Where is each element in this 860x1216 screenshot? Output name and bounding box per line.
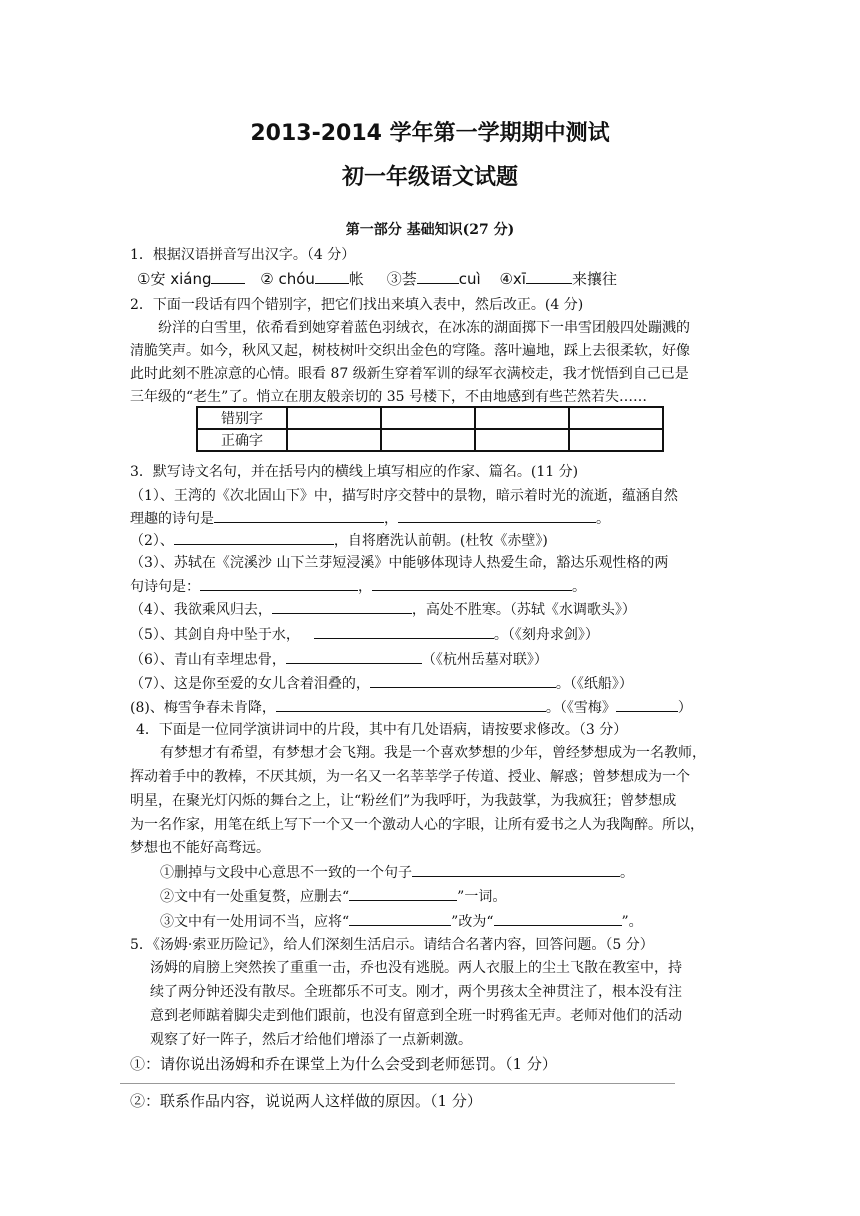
answer-blank[interactable] [372,576,572,591]
answer-blank[interactable] [412,862,620,877]
row-header-wrong: 错别字 [197,407,287,429]
q1-item-3b: cuì [458,270,481,288]
q5-stem: 5．《汤姆·索亚历险记》，给人们深刻生活启示。请结合名著内容，回答问题。（5 分） [130,937,654,953]
q4-stem: 4．下面是一位同学演讲词中的片段，其中有几处语病，请按要求修改。（3 分） [136,722,628,738]
q2-stem: 2．下面一段话有四个错别字，把它们找出来填入表中，然后改正。(4 分) [130,297,584,313]
q1-item-2: ② chóu [260,270,315,288]
q5-para-line: 汤姆的肩膀上突然挨了重重一击，乔也没有逃脱。两人衣服上的尘土飞散在教室中，持 [150,960,682,976]
q2-para-line: 此时此刻不胜凉意的心情。眼看 87 级新生穿着军训的绿军衣满校走，我才恍悟到自己已是 [130,366,689,382]
q3-l8-text: (8)、梅雪争春未肯降， [130,700,276,716]
answer-cell[interactable] [569,429,663,451]
q3-l3b-text: 句诗句是： [130,579,200,595]
answer-blank[interactable] [200,576,358,591]
answer-blank[interactable] [349,911,451,926]
q3-l6-text: （6）、青山有幸埋忠骨， [130,652,286,668]
q5-para-line: 意到老师踮着脚尖走到他们跟前，也没有留意到全班一时鸦雀无声。老师对他们的活动 [150,1008,682,1024]
answer-cell[interactable] [381,429,475,451]
q3-line4 [130,599,636,620]
q3-line3b: 句诗句是： ， 。 [130,576,586,597]
q1-stem: 1．根据汉语拼音写出汉字。（4 分） [130,247,356,263]
answer-blank[interactable] [276,697,546,712]
correction-table [196,406,664,452]
answer-blank[interactable] [315,269,349,284]
answer-blank[interactable] [211,269,245,284]
answer-blank[interactable] [417,269,459,284]
q3-l7-text: （7）、这是你至爱的女儿含着泪叠的， [130,676,370,692]
q3-l5-text: （5）、其剑自舟中坠于水， [130,627,300,643]
q5-para-line: 观察了好一阵子，然后才给他们增添了一点新刺激。 [150,1032,472,1048]
answer-blank[interactable] [286,649,422,664]
q3-line1b: 理趣的诗句是 ， 。 [130,508,610,529]
period: 。 [572,579,586,595]
q1-item-3: ③荟 [386,270,417,288]
exam-title: 2013-2014 学年第一学期期中测试 [250,121,610,146]
answer-blank[interactable] [174,530,334,545]
q3-l8c-text: ） [677,700,692,716]
q4-s2-end: ”一词。 [457,889,507,905]
q4-s2-text: ②文中有一处重复赘，应删去“ [160,889,350,905]
q5-sub1: ①：请你说出汤姆和乔在课堂上为什么会受到老师惩罚。（1 分） [130,1055,557,1073]
answer-cell[interactable] [569,407,663,429]
answer-blank[interactable] [314,624,494,639]
q4-s3-text: ③文中有一处用词不当，应将“ [160,914,350,930]
answer-cell[interactable] [475,429,569,451]
q4-para-line: 明星，在聚光灯闪烁的舞台之上，让“粉丝们”为我呼吁，为我鼓掌，为我疯狂；曾梦想成 [130,793,677,809]
answer-blank[interactable] [616,697,678,712]
q3-l2-text: （2）、 [130,533,174,549]
answer-blank[interactable] [272,599,412,614]
q4-para-line: 挥动着手中的教棒，不厌其烦，为一名又一名莘莘学子传道、授业、解惑；曾梦想成为一个 [130,769,690,785]
q4-para-line: 为一名作家，用笔在纸上写下一个又一个激动人心的字眼，让所有爱书之人为我陶醉。所以， [130,817,704,833]
exam-subtitle: 初一年级语文试题 [341,165,518,190]
row-header-correct: 正确字 [197,429,287,451]
q1-item-4b: 来攘往 [571,270,617,288]
period: 。 [620,865,634,881]
answer-blank[interactable] [526,269,572,284]
q3-line3a: （3）、苏轼在《浣溪沙 山下兰芽短浸溪》中能够体现诗人热爱生命，豁达乐观性格的两 [130,555,669,571]
q3-line1a: （1）、王湾的《次北固山下》中，描写时序交替中的景物，暗示着时光的流逝，蕴涵自然 [130,488,678,504]
q3-l6b-text: （《杭州岳墓对联》） [421,652,548,668]
q3-l2b-text: ，自将磨洗认前朝。(杜牧《赤壁》) [333,533,548,549]
table-row [197,407,663,429]
q5-para-line: 续了两分钟还没有散尽。全班都乐不可支。刚才，两个男孩太全神贯注了，根本没有注 [150,984,682,1000]
answer-blank[interactable] [214,508,384,523]
q2-para-line: 纷洋的白雪里，依希看到她穿着蓝色羽绒衣，在冰冻的湖面掷下一串雪团般四处蹦溅的 [158,320,690,336]
answer-blank[interactable] [349,886,457,901]
q1-item-1: ①安 xiáng [137,270,212,288]
answer-cell[interactable] [381,407,475,429]
q4-sub2 [160,886,506,907]
q2-para-line: 清脆笑声。如今，秋风又起，树枝树叶交织出金色的穹隆。落叶遍地，踩上去很柔软，好像 [130,343,690,359]
answer-blank[interactable] [398,508,596,523]
period: 。 [596,511,610,527]
q3-line8 [130,697,692,718]
q3-l5b-text: 。（《刻舟求剑》） [493,627,599,643]
q3-line7 [130,673,633,694]
q4-s1-text: ①删掉与文段中心意思不一致的一个句子 [160,865,412,881]
q1-items [137,269,617,289]
q4-para-line: 梦想也不能好高骛远。 [130,840,270,856]
answer-cell[interactable] [287,429,381,451]
q4-s3-mid: ”改为“ [451,914,494,930]
q3-l7b-text: 。（《纸船》） [555,676,633,692]
q3-l1b-text: 理趣的诗句是 [130,511,214,527]
q1-item-2b: 帐 [348,270,364,288]
q2-para-line: 三年级的“老生”了。悄立在朋友般亲切的 35 号楼下，不由地感到有些芒然若失…… [130,389,648,405]
q4-sub3 [160,911,643,932]
q5-sub2: ②：联系作品内容，说说两人这样做的原因。（1 分） [130,1092,482,1110]
q3-line6 [130,649,548,670]
table-row [197,429,663,451]
q4-sub1 [160,862,634,883]
answer-blank[interactable] [494,911,622,926]
q3-l4-text: （4）、我欲乘风归去， [130,602,272,618]
q4-para-line: 有梦想才有希望，有梦想才会飞翔。我是一个喜欢梦想的少年，曾经梦想成为一名教师， [160,745,706,761]
q4-s3-end: ”。 [621,914,643,930]
answer-line[interactable] [120,1083,675,1084]
q3-line5 [130,624,599,645]
q1-item-4: ④xī [499,270,526,288]
q3-l8b-text: 。（《雪梅》 [545,700,616,716]
section-heading: 第一部分 基础知识(27 分) [345,222,515,238]
answer-blank[interactable] [370,673,556,688]
q3-stem: 3．默写诗文名句，并在括号内的横线上填写相应的作家、篇名。(11 分) [130,464,579,480]
answer-cell[interactable] [475,407,569,429]
answer-cell[interactable] [287,407,381,429]
q3-l4b-text: ，高处不胜寒。（苏轼《水调歌头》） [411,602,636,618]
q3-line2 [130,530,548,551]
